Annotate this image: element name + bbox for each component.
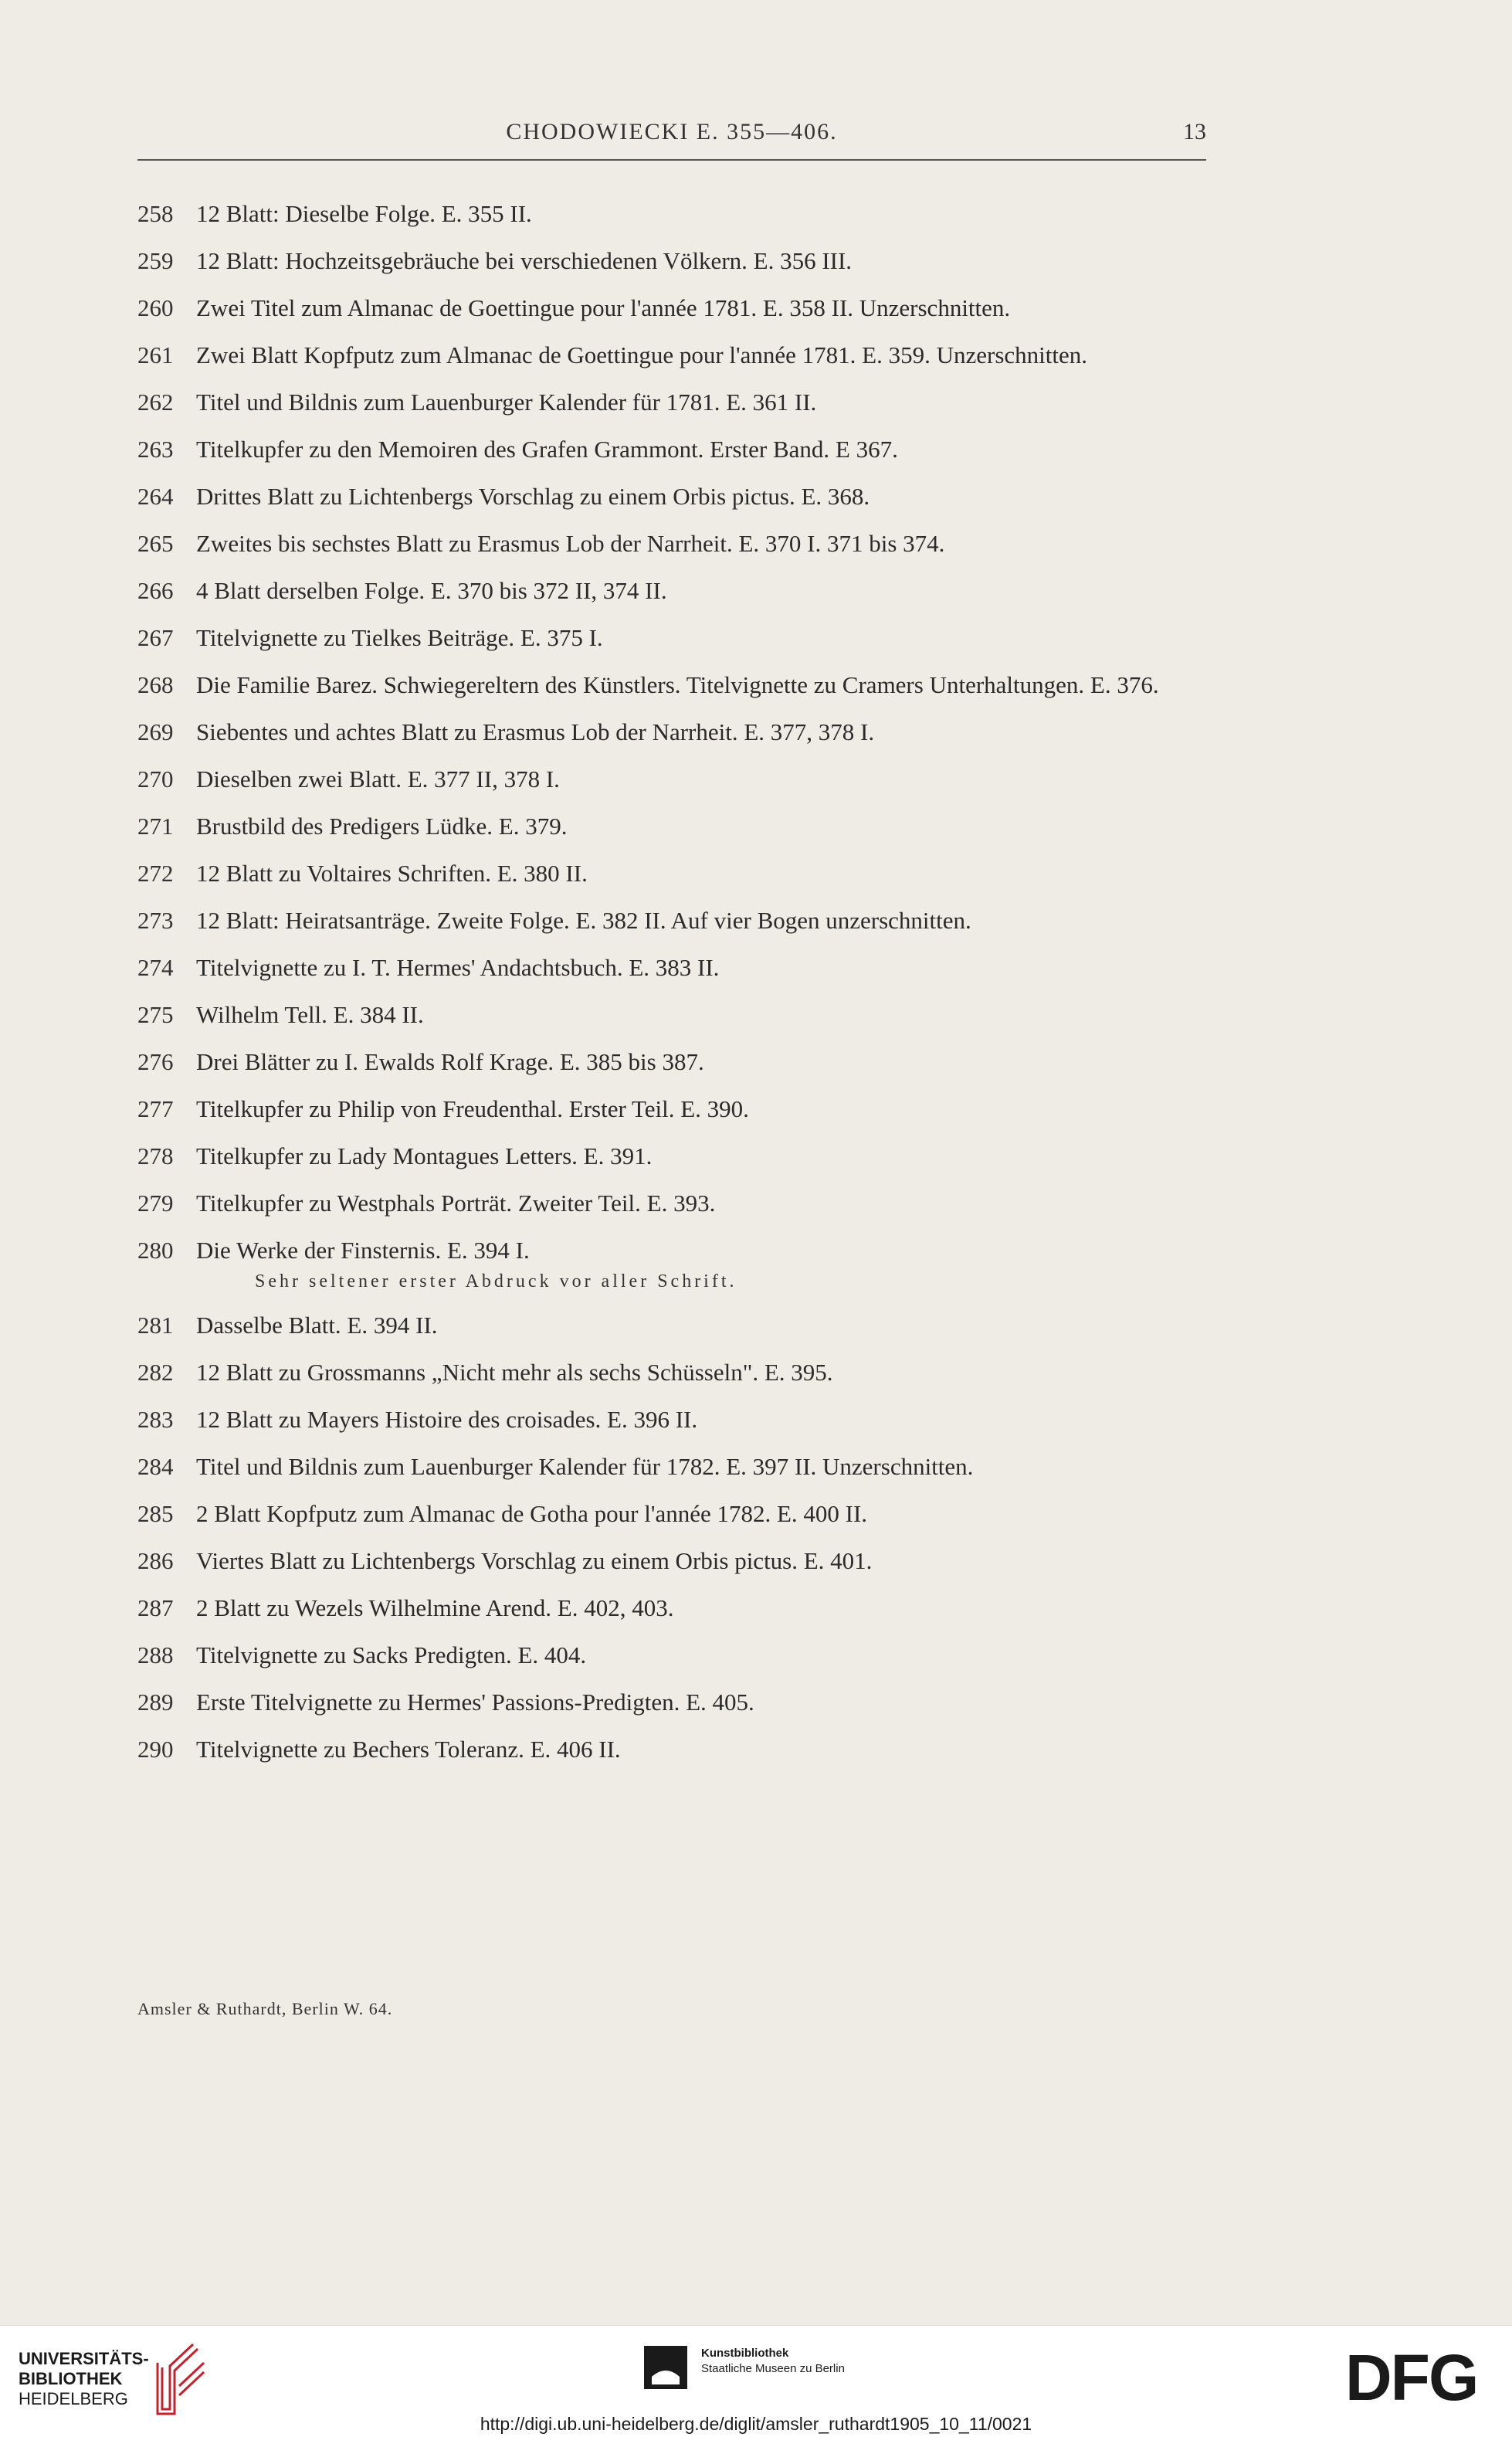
entry-text: Brustbild des Predigers Lüdke. E. 379.: [196, 813, 568, 840]
permalink-url[interactable]: http://digi.ub.uni-heidelberg.de/diglit/amsler_ruthardt1905_10_11/0021: [480, 2414, 1032, 2434]
catalog-entry: [137, 435, 1206, 464]
entry-number: 283: [137, 1406, 174, 1433]
kunstbibliothek-name: [701, 2346, 845, 2377]
catalog-entry: [137, 1499, 1206, 1529]
uni-line-3: HEIDELBERG: [19, 2389, 128, 2408]
entry-text: Titel und Bildnis zum Lauenburger Kalender für 1782. E. 397 II. Unzerschnitten.: [196, 1453, 974, 1480]
catalog-entry: [137, 1358, 1206, 1387]
catalog-entry: [137, 294, 1206, 323]
entry-number: 262: [137, 389, 174, 416]
uni-line-1: UNIVERSITÄTS-: [19, 2349, 149, 2368]
university-library-logo-icon: [151, 2340, 210, 2417]
catalog-entry: [137, 1236, 1206, 1293]
entry-number: 267: [137, 624, 174, 651]
entry-number: 280: [137, 1237, 174, 1264]
running-header: [137, 119, 1206, 161]
page-number: 13: [1183, 119, 1206, 144]
entry-number: 274: [137, 954, 174, 981]
catalog-entry: [137, 1405, 1206, 1434]
entry-number: 279: [137, 1190, 174, 1217]
entry-text: Drei Blätter zu I. Ewalds Rolf Krage. E. 385 bis 387.: [196, 1048, 704, 1075]
entry-number: 268: [137, 671, 174, 698]
kb-line-2: Staatliche Museen zu Berlin: [701, 2362, 845, 2375]
entry-text: 4 Blatt derselben Folge. E. 370 bis 372 II, 374 II.: [196, 577, 667, 604]
entry-number: 269: [137, 718, 174, 745]
kb-line-1: Kunstbibliothek: [701, 2347, 789, 2360]
entry-text: Titelvignette zu Tielkes Beiträge. E. 375 I.: [196, 624, 603, 651]
catalog-entries: [137, 199, 1206, 1782]
entry-text: 2 Blatt zu Wezels Wilhelmine Arend. E. 402, 403.: [196, 1594, 674, 1621]
header-title: CHODOWIECKI E. 355—406.: [506, 119, 838, 144]
entry-number: 281: [137, 1312, 174, 1339]
catalog-entry: [137, 1641, 1206, 1670]
entry-number: 261: [137, 341, 174, 368]
entry-text: Dasselbe Blatt. E. 394 II.: [196, 1312, 438, 1339]
entry-number: 272: [137, 860, 174, 887]
catalog-entry: [137, 576, 1206, 606]
entry-text: 12 Blatt: Hochzeitsgebräuche bei verschiedenen Völkern. E. 356 III.: [196, 247, 853, 274]
publisher-imprint: Amsler & Ruthardt, Berlin W. 64.: [137, 1999, 393, 2018]
entry-number: 277: [137, 1095, 174, 1122]
catalog-entry: [137, 1688, 1206, 1717]
entry-text: Titelkupfer zu Lady Montagues Letters. E. 391.: [196, 1142, 653, 1169]
catalog-entry: [137, 718, 1206, 747]
catalog-entry: [137, 1142, 1206, 1171]
entry-text: Zwei Titel zum Almanac de Goettingue pour l'année 1781. E. 358 II. Unzerschnitten.: [196, 294, 1011, 321]
entry-text: 12 Blatt: Heiratsanträge. Zweite Folge. E. 382 II. Auf vier Bogen unzerschnitten.: [196, 907, 971, 934]
entry-number: 263: [137, 436, 174, 463]
entry-number: 284: [137, 1453, 174, 1480]
entry-text: Titelvignette zu I. T. Hermes' Andachtsbuch. E. 383 II.: [196, 954, 720, 981]
entry-number: 276: [137, 1048, 174, 1075]
catalog-entry: [137, 906, 1206, 935]
digitization-footer: [0, 2325, 1512, 2437]
catalog-entry: [137, 953, 1206, 983]
catalog-entry: [137, 1735, 1206, 1764]
entry-text: Titelkupfer zu den Memoiren des Grafen Grammont. Erster Band. E 367.: [196, 436, 898, 463]
catalog-entry: [137, 1452, 1206, 1482]
entry-number: 278: [137, 1142, 174, 1169]
entry-text: Titelkupfer zu Philip von Freudenthal. Erster Teil. E. 390.: [196, 1095, 749, 1122]
entry-text: 12 Blatt zu Mayers Histoire des croisades. E. 396 II.: [196, 1406, 698, 1433]
dfg-logo: DFG: [1345, 2341, 1478, 2414]
catalog-entry: [137, 1047, 1206, 1077]
catalog-entry: [137, 1189, 1206, 1218]
catalog-entry: [137, 670, 1206, 700]
uni-line-2: BIBLIOTHEK: [19, 2369, 123, 2388]
catalog-entry: [137, 246, 1206, 276]
entry-text: 12 Blatt: Dieselbe Folge. E. 355 II.: [196, 200, 532, 227]
entry-number: 286: [137, 1547, 174, 1574]
entry-number: 271: [137, 813, 174, 840]
entry-number: 265: [137, 530, 174, 557]
catalog-entry: [137, 388, 1206, 417]
catalog-entry: [137, 1546, 1206, 1576]
entry-text: Titel und Bildnis zum Lauenburger Kalender für 1781. E. 361 II.: [196, 389, 817, 416]
entry-number: 260: [137, 294, 174, 321]
entry-text: Titelvignette zu Sacks Predigten. E. 404.: [196, 1641, 587, 1668]
catalog-entry: [137, 482, 1206, 511]
entry-text: Dieselben zwei Blatt. E. 377 II, 378 I.: [196, 765, 560, 793]
entry-text: 12 Blatt zu Grossmanns „Nicht mehr als sechs Schüsseln". E. 395.: [196, 1359, 833, 1386]
catalog-entry: [137, 529, 1206, 558]
entry-number: 290: [137, 1736, 174, 1763]
entry-number: 287: [137, 1594, 174, 1621]
catalog-entry: [137, 1311, 1206, 1340]
catalog-entry: [137, 1095, 1206, 1124]
entry-text: Zwei Blatt Kopfputz zum Almanac de Goettingue pour l'année 1781. E. 359. Unzerschnitten.: [196, 341, 1087, 368]
catalog-entry: [137, 341, 1206, 370]
catalog-entry: [137, 765, 1206, 794]
entry-note: Sehr seltener erster Abdruck vor aller Schrift.: [255, 1271, 737, 1291]
entry-number: 258: [137, 200, 174, 227]
entry-number: 259: [137, 247, 174, 274]
catalog-entry: [137, 199, 1206, 229]
entry-text: Zweites bis sechstes Blatt zu Erasmus Lob der Narrheit. E. 370 I. 371 bis 374.: [196, 530, 945, 557]
entry-text: Erste Titelvignette zu Hermes' Passions-Predigten. E. 405.: [196, 1689, 754, 1716]
entry-number: 273: [137, 907, 174, 934]
entry-text: Die Familie Barez. Schwiegereltern des Künstlers. Titelvignette zu Cramers Unterhaltungen. E. 376.: [196, 671, 1159, 698]
catalog-entry: [137, 623, 1206, 653]
entry-number: 264: [137, 483, 174, 510]
entry-text: Titelvignette zu Bechers Toleranz. E. 406 II.: [196, 1736, 621, 1763]
entry-text: Wilhelm Tell. E. 384 II.: [196, 1001, 424, 1028]
catalog-entry: [137, 1594, 1206, 1623]
entry-number: 266: [137, 577, 174, 604]
entry-text: Siebentes und achtes Blatt zu Erasmus Lob der Narrheit. E. 377, 378 I.: [196, 718, 875, 745]
entry-text: Titelkupfer zu Westphals Porträt. Zweiter Teil. E. 393.: [196, 1190, 716, 1217]
entry-number: 270: [137, 765, 174, 793]
catalog-entry: [137, 812, 1206, 841]
entry-text: Viertes Blatt zu Lichtenbergs Vorschlag zu einem Orbis pictus. E. 401.: [196, 1547, 873, 1574]
entry-text: Drittes Blatt zu Lichtenbergs Vorschlag zu einem Orbis pictus. E. 368.: [196, 483, 870, 510]
entry-text: Die Werke der Finsternis. E. 394 I.: [196, 1237, 530, 1264]
kunstbibliothek-logo-icon: [644, 2346, 687, 2389]
university-library-name: [19, 2349, 149, 2409]
entry-number: 289: [137, 1689, 174, 1716]
entry-text: 2 Blatt Kopfputz zum Almanac de Gotha pour l'année 1782. E. 400 II.: [196, 1500, 868, 1527]
entry-number: 282: [137, 1359, 174, 1386]
catalog-entry: [137, 1000, 1206, 1030]
entry-number: 285: [137, 1500, 174, 1527]
entry-text: 12 Blatt zu Voltaires Schriften. E. 380 II.: [196, 860, 588, 887]
entry-number: 275: [137, 1001, 174, 1028]
catalog-entry: [137, 859, 1206, 888]
entry-number: 288: [137, 1641, 174, 1668]
